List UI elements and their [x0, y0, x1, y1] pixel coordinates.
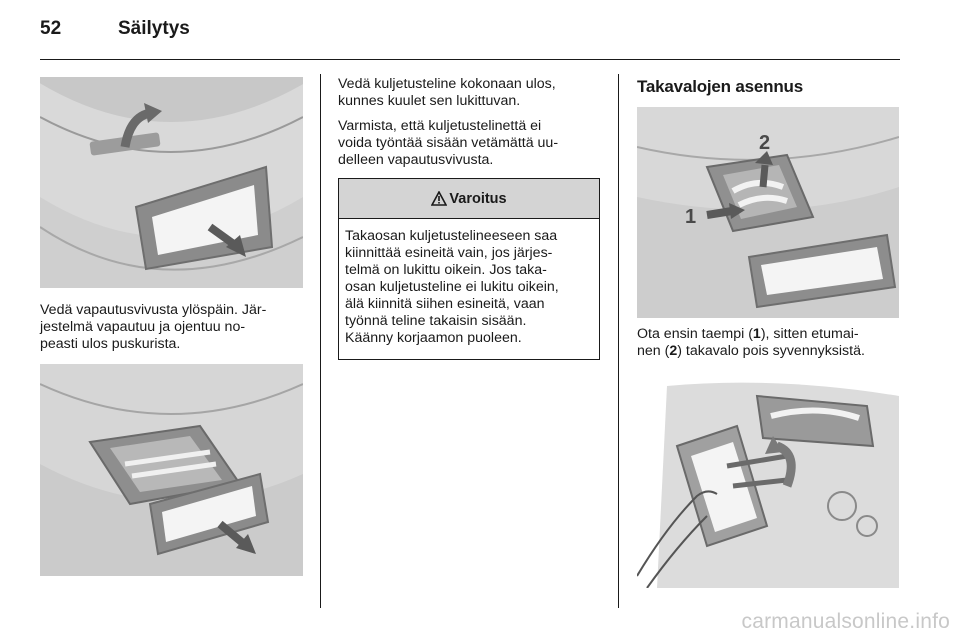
column-divider-2 [618, 74, 619, 608]
text-line: kiinnittää esineitä vain, jos järjes- [345, 245, 553, 261]
paragraph-pull-out [338, 76, 556, 110]
text-line: Takaosan kuljetustelineeseen saa [345, 228, 558, 244]
header-divider [40, 59, 900, 60]
figure-callout: 1 [685, 206, 697, 228]
text-line: nen (2) takavalo pois syvennyksistä. [637, 343, 865, 359]
subsection-heading: Takavalojen asennus [637, 77, 803, 96]
text-line: peasti ulos puskurista. [40, 336, 181, 352]
text-line: voida työntää sisään vetämättä uu- [338, 135, 559, 151]
watermark: carmanualsonline.info [741, 610, 950, 633]
warning-triangle-icon [431, 191, 447, 206]
figure-release-lever [40, 77, 303, 288]
paragraph-release-lever [40, 302, 266, 353]
figure-tail-light-install [637, 376, 899, 588]
text-line: delleen vapautusvivusta. [338, 152, 494, 168]
page-number: 52 [40, 18, 62, 39]
column-divider-1 [320, 74, 321, 608]
text-line: työnnä teline takaisin sisään. [345, 313, 527, 329]
text-line: jestelmä vapautuu ja ojentuu no- [40, 319, 246, 335]
text-line: kunnes kuulet sen lukittuvan. [338, 93, 521, 109]
figure-callout: 2 [759, 132, 771, 154]
warning-header [339, 179, 599, 219]
warning-title: Varoitus [449, 190, 507, 207]
text-line: osan kuljetusteline ei lukitu oikein, [345, 279, 559, 295]
text-line: Käänny korjaamon puoleen. [345, 330, 522, 346]
figure-tail-light-removal [637, 107, 899, 318]
paragraph-tail-light-order [637, 326, 865, 360]
paragraph-verify-lock [338, 118, 558, 169]
warning-body [339, 219, 599, 347]
text-line: Vedä vapautusvivusta ylöspäin. Jär- [40, 302, 267, 318]
text-line: älä kiinnitä siihen esineitä, vaan [345, 296, 545, 312]
section-title: Säilytys [118, 18, 190, 39]
text-line: telmä on lukittu oikein. Jos taka- [345, 262, 547, 278]
warning-box [338, 178, 600, 360]
text-line: Varmista, että kuljetustelinettä ei [338, 118, 542, 134]
text-line: Vedä kuljetusteline kokonaan ulos, [338, 76, 556, 92]
text-line: Ota ensin taempi (1), sitten etumai- [637, 326, 859, 342]
figure-carrier-extended [40, 364, 303, 576]
